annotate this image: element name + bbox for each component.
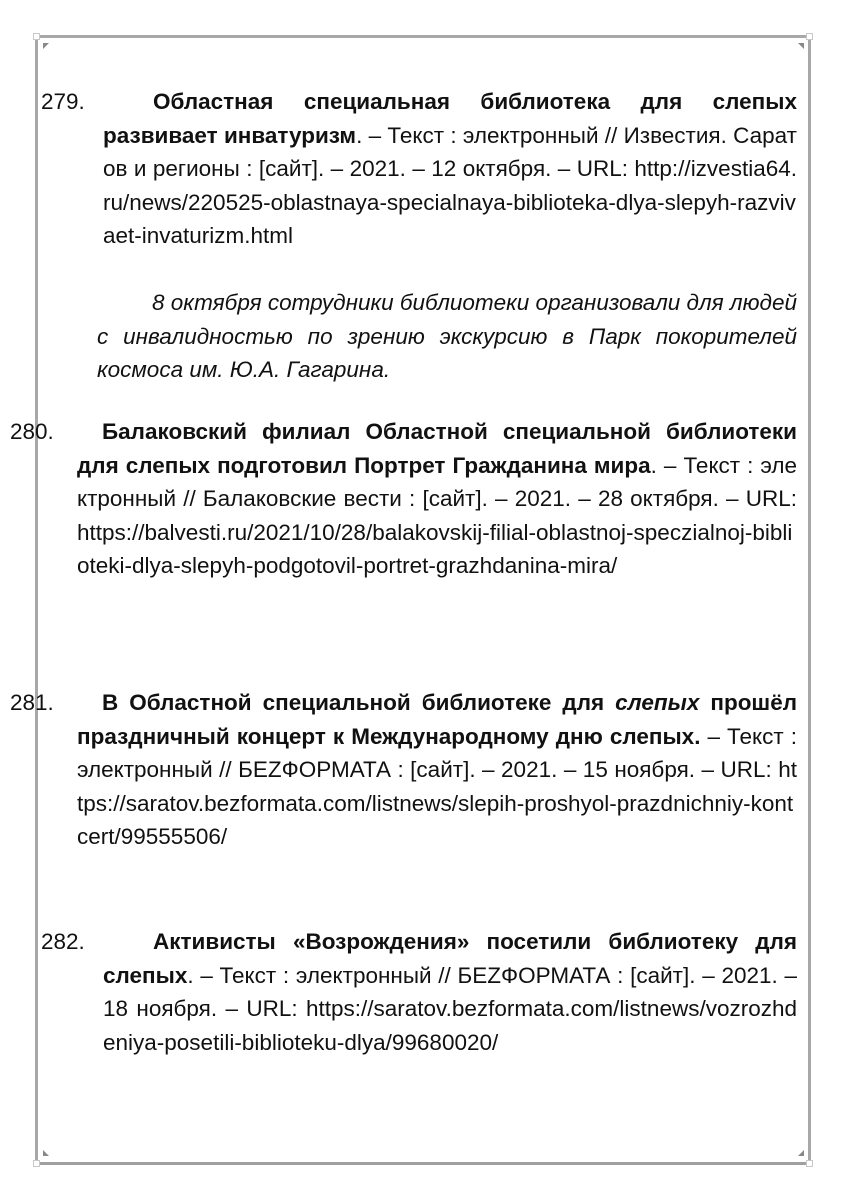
entry-number: 282. <box>41 929 85 954</box>
entry-number: 280. <box>10 419 54 444</box>
entry-number: 279. <box>41 89 85 114</box>
entry-annotation: 8 октября сотрудники библиотеки организовали для людей с инвалидностью по зрению экскурсию в Парк покорителей космоса им. Ю.А. Гагарина. <box>97 290 797 382</box>
entry-title: Балаковский филиал Областной специальной библиотеки для слепых подготовил Портрет Гражданина мира <box>77 419 797 478</box>
entry-title-italic: слепых <box>615 690 700 715</box>
bibliography-entry <box>103 925 797 1059</box>
page-frame-left-border <box>35 35 38 1165</box>
entry-citation: – Текст : электронный // БЕZФОРМАТА : [сайт]. – 2021. – 15 ноября. – URL: https://saratov.bezformata.com/listnews/slepih-proshyol-prazdnichniy-kontcert/99555506/ <box>77 723 797 849</box>
entry-title: Активисты «Возрождения» посетили библиотеку для слепых <box>103 929 797 988</box>
page-frame-bottom-border <box>37 1162 811 1165</box>
entry-number: 281. <box>10 690 54 715</box>
entry-citation: . – Текст : электронный // Известия. Саратов и регионы : [сайт]. – 2021. – 12 октября. – URL: http://izvestia64.ru/news/220525-oblastnaya-specialnaya-biblioteka-dlya-slepyh-razvivaet-invaturizm.html <box>103 122 797 248</box>
corner-triangle-icon <box>798 43 804 49</box>
bibliography-entry <box>77 686 797 854</box>
entry-title: Областная специальная библиотека для слепых развивает инватуризм <box>103 89 797 148</box>
frame-corner-handle <box>806 1160 813 1167</box>
corner-triangle-icon <box>43 1150 49 1156</box>
entry-citation: . – Текст : электронный // Балаковские вести : [сайт]. – 2021. – 28 октября. – URL: https://balvesti.ru/2021/10/28/balakovskij-filial-oblastnoj-speczialnoj-biblioteki-dlya-slepyh-podgotovil-portret-grazhdanina-mira/ <box>77 452 798 578</box>
entry-title-part: прошёл праздничный концерт к Международному дню слепых. <box>77 690 797 749</box>
bibliography-entry <box>77 415 797 583</box>
entry-citation: . – Текст : электронный // БЕZФОРМАТА : [сайт]. – 2021. – 18 ноября. – URL: https://saratov.bezformata.com/listnews/vozrozhdeniya-posetili-biblioteku-dlya/99680020/ <box>103 962 797 1055</box>
corner-triangle-icon <box>798 1150 804 1156</box>
bibliography-entry <box>103 85 797 253</box>
frame-corner-handle <box>33 33 40 40</box>
frame-corner-handle <box>806 33 813 40</box>
frame-corner-handle <box>33 1160 40 1167</box>
page-frame-top-border <box>37 35 811 38</box>
corner-triangle-icon <box>43 43 49 49</box>
page-frame-right-border <box>808 35 811 1165</box>
entry-title-part: В Областной специальной библиотеке для <box>102 690 616 715</box>
